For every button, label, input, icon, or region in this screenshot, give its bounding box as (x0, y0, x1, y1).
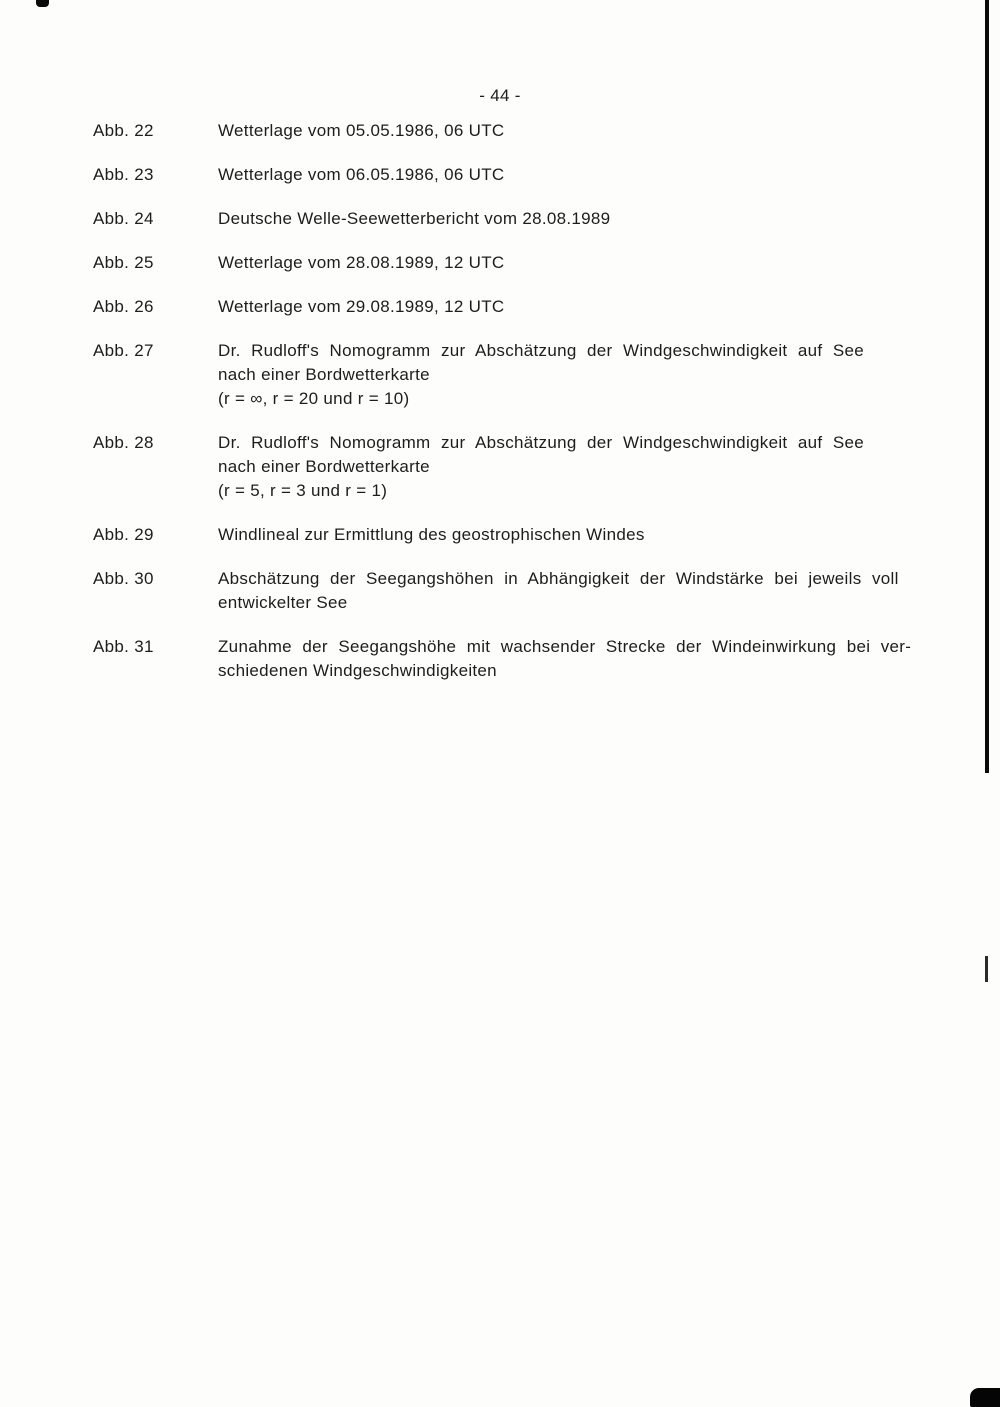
entry-lines (218, 295, 933, 319)
entry-line: entwickelter See (218, 593, 348, 612)
figure-entry (93, 119, 933, 143)
entry-lines (218, 339, 933, 411)
entry-line: (r = 5, r = 3 und r = 1) (218, 481, 388, 500)
entry-label: Abb. 23 (93, 165, 154, 184)
scan-artifact-top-left (36, 0, 49, 7)
entry-label: Abb. 29 (93, 525, 154, 544)
entry-line: Wetterlage vom 28.08.1989, 12 UTC (218, 253, 505, 272)
entry-lines (218, 431, 933, 503)
figure-entry (93, 295, 933, 319)
entry-line: Wetterlage vom 29.08.1989, 12 UTC (218, 297, 505, 316)
entry-lines (218, 207, 933, 231)
entry-line: Wetterlage vom 05.05.1986, 06 UTC (218, 121, 505, 140)
figure-entry (93, 567, 933, 615)
page-number: - 44 - (479, 86, 521, 105)
figure-list (93, 119, 933, 703)
figure-entry (93, 431, 933, 503)
entry-lines (218, 163, 933, 187)
entry-lines (218, 119, 933, 143)
entry-line: nach einer Bordwetterkarte (218, 365, 430, 384)
entry-line: schiedenen Windgeschwindigkeiten (218, 661, 497, 680)
entry-line: Abschätzung der Seegangshöhen in Abhängigkeit der Windstärke bei jeweils voll (218, 569, 899, 588)
entry-label: Abb. 28 (93, 433, 154, 452)
figure-entry (93, 163, 933, 187)
entry-line: Dr. Rudloff's Nomogramm zur Abschätzung der Windgeschwindigkeit auf See (218, 341, 865, 360)
entry-line: Deutsche Welle-Seewetterbericht vom 28.08.1989 (218, 209, 611, 228)
entry-line: nach einer Bordwetterkarte (218, 457, 430, 476)
entry-lines (218, 523, 933, 547)
figure-entry (93, 207, 933, 231)
entry-line: Windlineal zur Ermittlung des geostrophischen Windes (218, 525, 645, 544)
scan-artifact-right-tick (985, 956, 988, 982)
entry-line: (r = ∞, r = 20 und r = 10) (218, 389, 410, 408)
figure-entry (93, 339, 933, 411)
figure-entry (93, 251, 933, 275)
entry-lines (218, 567, 933, 615)
entry-line: Wetterlage vom 06.05.1986, 06 UTC (218, 165, 505, 184)
entry-line: Zunahme der Seegangshöhe mit wachsender Strecke der Windeinwirkung bei ver- (218, 637, 912, 656)
entry-label: Abb. 26 (93, 297, 154, 316)
entry-label: Abb. 31 (93, 637, 154, 656)
figure-entry (93, 523, 933, 547)
entry-label: Abb. 30 (93, 569, 154, 588)
scan-artifact-bottom-right (970, 1388, 1000, 1407)
scan-artifact-right-edge-line (985, 0, 989, 773)
entry-label: Abb. 27 (93, 341, 154, 360)
entry-lines (218, 635, 933, 683)
entry-label: Abb. 22 (93, 121, 154, 140)
figure-entry (93, 635, 933, 683)
entry-line: Dr. Rudloff's Nomogramm zur Abschätzung der Windgeschwindigkeit auf See (218, 433, 865, 452)
entry-lines (218, 251, 933, 275)
entry-label: Abb. 25 (93, 253, 154, 272)
entry-label: Abb. 24 (93, 209, 154, 228)
